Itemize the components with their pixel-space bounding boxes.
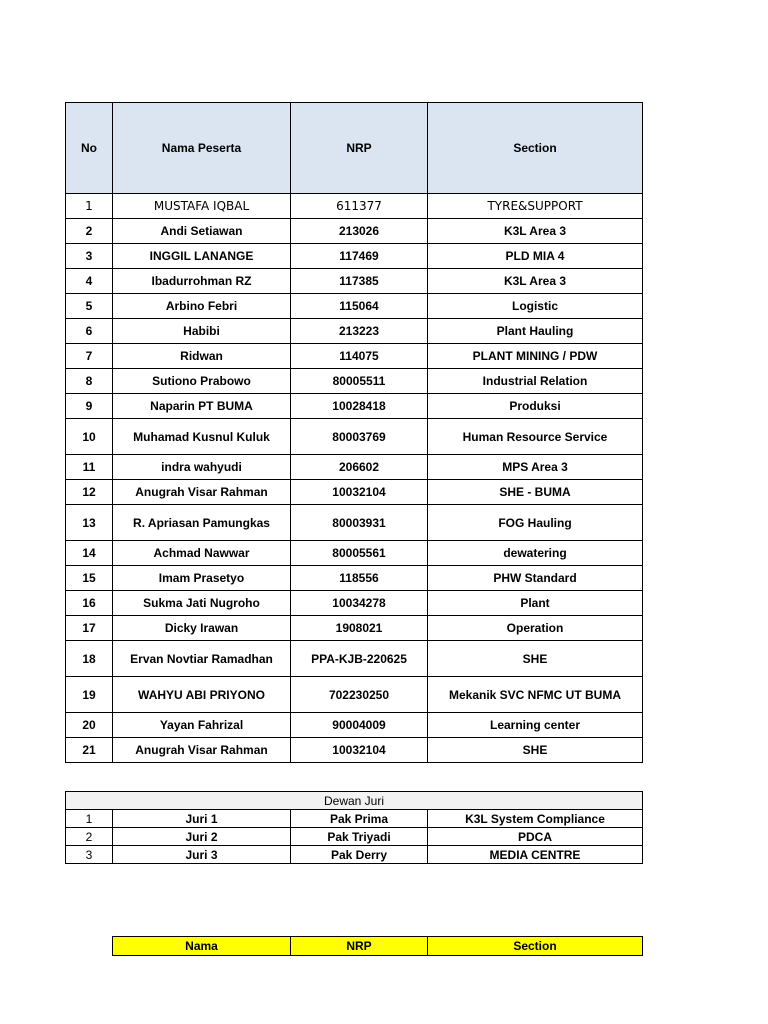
cell-section: PLD MIA 4 [428, 244, 643, 269]
participants-header-row [66, 103, 643, 194]
cell-section: Industrial Relation [428, 369, 643, 394]
cell-nrp: 611377 [291, 194, 428, 219]
table-row [66, 344, 643, 369]
cell-section: Logistic [428, 294, 643, 319]
cell-nama-peserta: indra wahyudi [113, 455, 291, 480]
cell-nrp: 1908021 [291, 616, 428, 641]
cell-nama-peserta: Ervan Novtiar Ramadhan [113, 641, 291, 677]
cell-no: 15 [66, 566, 113, 591]
cell-no: 6 [66, 319, 113, 344]
cell-no: 7 [66, 344, 113, 369]
cell-section: MPS Area 3 [428, 455, 643, 480]
footer-header-section: Section [428, 937, 643, 956]
cell-nrp: 118556 [291, 566, 428, 591]
cell-nama-peserta: Anugrah Visar Rahman [113, 738, 291, 763]
cell-section: K3L Area 3 [428, 269, 643, 294]
cell-no: 1 [66, 810, 113, 828]
cell-nrp: 80005511 [291, 369, 428, 394]
cell-section: SHE - BUMA [428, 480, 643, 505]
cell-nrp: PPA-KJB-220625 [291, 641, 428, 677]
table-row [66, 541, 643, 566]
cell-no: 20 [66, 713, 113, 738]
table-row [66, 480, 643, 505]
table-row [66, 194, 643, 219]
table-row [66, 419, 643, 455]
cell-section: dewatering [428, 541, 643, 566]
cell-nama-peserta: Ridwan [113, 344, 291, 369]
jury-title: Dewan Juri [66, 792, 643, 810]
jury-row [66, 846, 643, 864]
cell-nama-peserta: R. Apriasan Pamungkas [113, 505, 291, 541]
table-row [66, 566, 643, 591]
cell-nrp: 10032104 [291, 480, 428, 505]
cell-section: FOG Hauling [428, 505, 643, 541]
cell-nrp: 117385 [291, 269, 428, 294]
table-row [66, 219, 643, 244]
table-row [66, 369, 643, 394]
cell-juri-name: Pak Prima [291, 810, 428, 828]
cell-no: 18 [66, 641, 113, 677]
cell-nama-peserta: Sukma Jati Nugroho [113, 591, 291, 616]
cell-no: 17 [66, 616, 113, 641]
cell-juri-section: K3L System Compliance [428, 810, 643, 828]
cell-section: SHE [428, 641, 643, 677]
cell-no: 21 [66, 738, 113, 763]
cell-nrp: 10032104 [291, 738, 428, 763]
cell-nrp: 117469 [291, 244, 428, 269]
cell-no: 3 [66, 244, 113, 269]
footer-header-row [113, 937, 643, 956]
cell-section: Learning center [428, 713, 643, 738]
cell-no: 2 [66, 219, 113, 244]
cell-no: 3 [66, 846, 113, 864]
cell-nama-peserta: Imam Prasetyo [113, 566, 291, 591]
cell-nrp: 213026 [291, 219, 428, 244]
table-row [66, 738, 643, 763]
cell-no: 8 [66, 369, 113, 394]
cell-juri: Juri 3 [113, 846, 291, 864]
cell-no: 19 [66, 677, 113, 713]
cell-section: Mekanik SVC NFMC UT BUMA [428, 677, 643, 713]
table-row [66, 641, 643, 677]
cell-nrp: 213223 [291, 319, 428, 344]
cell-section: Plant Hauling [428, 319, 643, 344]
cell-nama-peserta: Ibadurrohman RZ [113, 269, 291, 294]
cell-no: 10 [66, 419, 113, 455]
cell-no: 9 [66, 394, 113, 419]
cell-juri-name: Pak Triyadi [291, 828, 428, 846]
cell-nrp: 80003931 [291, 505, 428, 541]
cell-nama-peserta: Muhamad Kusnul Kuluk [113, 419, 291, 455]
cell-no: 13 [66, 505, 113, 541]
cell-section: Human Resource Service [428, 419, 643, 455]
table-row [66, 319, 643, 344]
cell-juri-name: Pak Derry [291, 846, 428, 864]
cell-juri-section: MEDIA CENTRE [428, 846, 643, 864]
cell-nrp: 114075 [291, 344, 428, 369]
table-row [66, 269, 643, 294]
table-row [66, 616, 643, 641]
header-no: No [66, 103, 113, 194]
cell-nama-peserta: INGGIL LANANGE [113, 244, 291, 269]
cell-nrp: 80003769 [291, 419, 428, 455]
cell-nama-peserta: Achmad Nawwar [113, 541, 291, 566]
cell-section: Plant [428, 591, 643, 616]
jury-title-row [66, 792, 643, 810]
footer-table [112, 936, 643, 956]
cell-nama-peserta: Habibi [113, 319, 291, 344]
cell-section: SHE [428, 738, 643, 763]
cell-nrp: 10028418 [291, 394, 428, 419]
table-row [66, 713, 643, 738]
cell-no: 5 [66, 294, 113, 319]
cell-no: 12 [66, 480, 113, 505]
cell-no: 14 [66, 541, 113, 566]
cell-nama-peserta: Anugrah Visar Rahman [113, 480, 291, 505]
cell-no: 2 [66, 828, 113, 846]
cell-section: PLANT MINING / PDW [428, 344, 643, 369]
jury-row [66, 810, 643, 828]
jury-table [65, 791, 643, 864]
cell-juri: Juri 2 [113, 828, 291, 846]
cell-nama-peserta: Dicky Irawan [113, 616, 291, 641]
cell-nama-peserta: WAHYU ABI PRIYONO [113, 677, 291, 713]
header-section: Section [428, 103, 643, 194]
header-nrp: NRP [291, 103, 428, 194]
footer-header-nrp: NRP [291, 937, 428, 956]
table-row [66, 677, 643, 713]
cell-no: 1 [66, 194, 113, 219]
cell-nama-peserta: Arbino Febri [113, 294, 291, 319]
footer-header-nama: Nama [113, 937, 291, 956]
table-row [66, 505, 643, 541]
table-row [66, 591, 643, 616]
cell-no: 11 [66, 455, 113, 480]
participants-table [65, 102, 643, 763]
cell-nrp: 90004009 [291, 713, 428, 738]
table-row [66, 455, 643, 480]
cell-juri-section: PDCA [428, 828, 643, 846]
table-row [66, 294, 643, 319]
jury-row [66, 828, 643, 846]
cell-nrp: 115064 [291, 294, 428, 319]
cell-no: 4 [66, 269, 113, 294]
table-row [66, 394, 643, 419]
cell-nama-peserta: Naparin PT BUMA [113, 394, 291, 419]
cell-section: K3L Area 3 [428, 219, 643, 244]
cell-section: Produksi [428, 394, 643, 419]
cell-section: PHW Standard [428, 566, 643, 591]
cell-nrp: 206602 [291, 455, 428, 480]
header-nama-peserta: Nama Peserta [113, 103, 291, 194]
cell-nama-peserta: Sutiono Prabowo [113, 369, 291, 394]
table-row [66, 244, 643, 269]
cell-nrp: 702230250 [291, 677, 428, 713]
cell-no: 16 [66, 591, 113, 616]
cell-juri: Juri 1 [113, 810, 291, 828]
cell-nrp: 80005561 [291, 541, 428, 566]
cell-section: TYRE&SUPPORT [428, 194, 643, 219]
cell-nrp: 10034278 [291, 591, 428, 616]
cell-nama-peserta: Andi Setiawan [113, 219, 291, 244]
cell-nama-peserta: Yayan Fahrizal [113, 713, 291, 738]
cell-section: Operation [428, 616, 643, 641]
cell-nama-peserta: MUSTAFA IQBAL [113, 194, 291, 219]
